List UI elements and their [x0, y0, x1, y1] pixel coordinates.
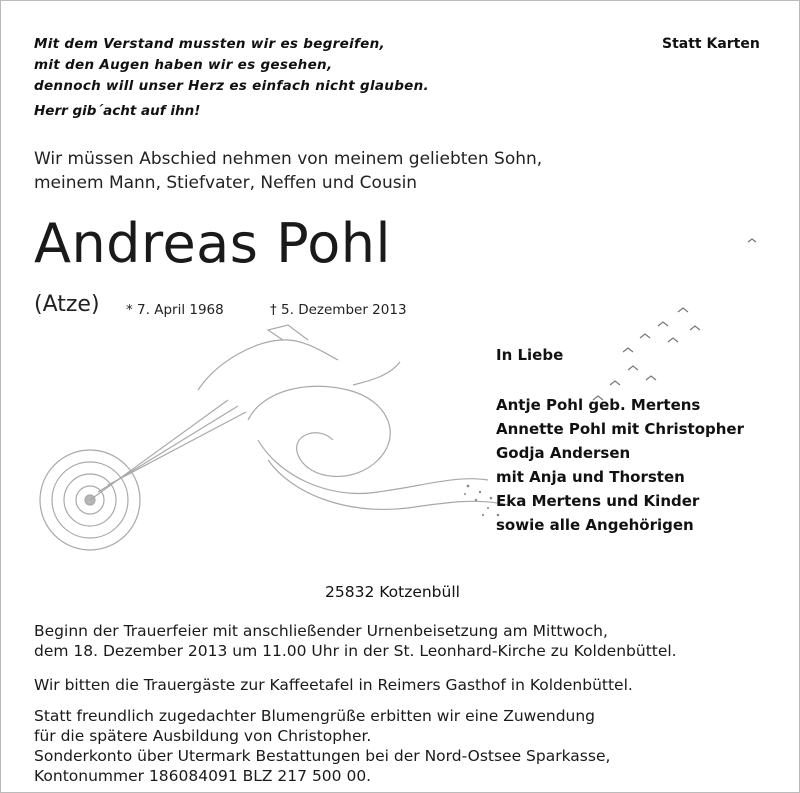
reception-info [34, 675, 633, 695]
donation-line: Sonderkonto über Utermark Bestattungen bei der Nord-Ostsee Sparkasse, [34, 747, 611, 765]
donation-line: Statt freundlich zugedachter Blumengrüße erbitten wir eine Zuwendung [34, 707, 596, 725]
poem-line: Mit dem Verstand mussten wir es begreifen, [34, 36, 385, 52]
deceased-name: Andreas Pohl [34, 212, 391, 275]
donation-line: Kontonummer 186084091 BLZ 217 500 00. [34, 767, 372, 785]
service-line: dem 18. Dezember 2013 um 11.00 Uhr in der St. Leonhard-Kirche zu Koldenbüttel. [34, 642, 677, 660]
statt-karten-label: Statt Karten [662, 36, 760, 52]
mourner-name: Antje Pohl geb. Mertens [496, 396, 701, 414]
poem-line: mit den Augen haben wir es gesehen, [34, 57, 333, 73]
intro-text [34, 147, 542, 195]
mourner-name: mit Anja und Thorsten [496, 468, 685, 486]
deceased-nickname: (Atze) [34, 292, 100, 317]
reception-line: Wir bitten die Trauergäste zur Kaffeetafel in Reimers Gasthof in Koldenbüttel. [34, 676, 633, 694]
donation-line: für die spätere Ausbildung von Christopher. [34, 727, 372, 745]
mourner-name: Godja Andersen [496, 444, 631, 462]
poem [34, 34, 429, 97]
birth-date: * 7. April 1968 [126, 302, 224, 318]
intro-line: Wir müssen Abschied nehmen von meinem geliebten Sohn, [34, 149, 543, 169]
prayer-line: Herr gib´acht auf ihn! [34, 103, 201, 119]
service-line: Beginn der Trauerfeier mit anschließender Urnenbeisetzung am Mittwoch, [34, 622, 608, 640]
donation-info [34, 706, 610, 786]
death-date: † 5. Dezember 2013 [270, 302, 407, 318]
mourners-list [496, 393, 744, 537]
intro-line: meinem Mann, Stiefvater, Neffen und Cousin [34, 173, 418, 193]
mourner-name: sowie alle Angehörigen [496, 516, 694, 534]
service-info [34, 621, 677, 661]
mourner-name: Eka Mertens und Kinder [496, 492, 700, 510]
mourner-name: Annette Pohl mit Christopher [496, 420, 744, 438]
poem-line: dennoch will unser Herz es einfach nicht glauben. [34, 78, 429, 94]
location: 25832 Kotzenbüll [325, 583, 460, 601]
mourners-heading: In Liebe [496, 346, 564, 364]
